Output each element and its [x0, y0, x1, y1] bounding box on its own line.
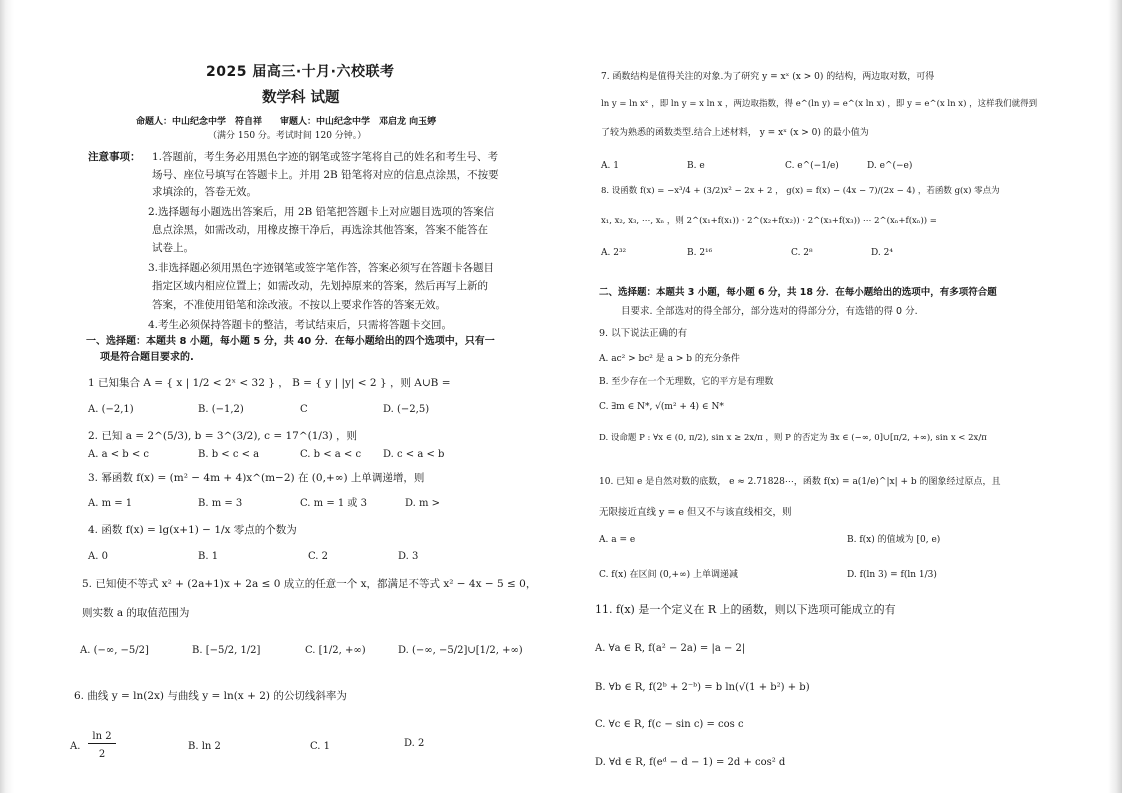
q3-option-d: D. m >	[405, 498, 441, 509]
q2-option-d: D. c < a < b	[383, 449, 445, 460]
q4-option-c: C. 2	[308, 551, 329, 562]
q7-line-1: 7. 函数结构是值得关注的对象.为了研究 y = xˣ (x > 0) 的结构，两边取对数，可得	[601, 72, 935, 82]
note-1c: 求填涂的，答卷无效。	[152, 186, 257, 198]
q6-option-b: B. ln 2	[188, 741, 221, 752]
q8-option-a: A. 2³²	[601, 248, 627, 258]
q5-option-a: A. (−∞, −5/2]	[80, 645, 149, 656]
q6-option-a-denominator: 2	[98, 749, 106, 760]
q6-option-a-prefix: A.	[70, 741, 81, 752]
q1-option-d: D. (−2,5)	[383, 404, 430, 415]
q9-stem: 9. 以下说法正确的有	[599, 328, 688, 339]
q2-option-b: B. b < c < a	[198, 449, 260, 460]
notes-label: 注意事项：	[88, 151, 141, 163]
q6-option-d: D. 2	[404, 738, 425, 749]
section2-line1: 二、选择题：本题共 3 小题，每小题 6 分，共 18 分．在每小题给出的选项中，有多项符合题	[599, 287, 997, 298]
q10-option-b: B. f(x) 的值域为 [0, e)	[847, 535, 941, 545]
note-2c: 试卷上。	[152, 242, 194, 254]
q1-option-a: A. (−2,1)	[88, 404, 134, 415]
q11-stem: 11. f(x) 是一个定义在 R 上的函数，则以下选项可能成立的有	[595, 603, 896, 616]
q1-option-c: C	[300, 404, 308, 415]
q9-option-b: B. 至少存在一个无理数，它的平方是有理数	[599, 377, 774, 387]
exam-subject: 数学科 试题	[262, 90, 340, 106]
q5-option-c: C. [1/2, +∞)	[305, 645, 366, 656]
note-1b: 场号、座位号填写在答题卡上。并用 2B 铅笔将对应的信息点涂黑，不按要	[152, 169, 499, 181]
q10-option-a: A. a = e	[599, 535, 636, 545]
q4-option-a: A. 0	[88, 551, 108, 562]
q8-line-1: 8. 设函数 f(x) = −x³/4 + (3/2)x² − 2x + 2 ， g(x) = f(x) − (4x − 7)/(2x − 4) ，若函数 g(x) 零点为	[601, 186, 1000, 196]
q10-option-d: D. f(ln 3) = f(ln 1/3)	[847, 570, 937, 580]
q2-option-c: C. b < a < c	[300, 449, 362, 460]
q3-option-a: A. m = 1	[88, 498, 133, 509]
q2-stem: 2. 已知 a = 2^(5/3), b = 3^(3/2), c = 17^(1/3) ，则	[88, 430, 358, 442]
q5-option-b: B. [−5/2, 1/2]	[192, 645, 261, 656]
q8-line-2: x₁, x₂, x₃, ⋯, xₙ ，则 2^(x₁+f(x₁)) · 2^(x₂+f(x₂)) · 2^(x₃+f(x₃)) ⋯ 2^(xₙ+f(xₙ)) =	[601, 216, 937, 226]
note-1a: 1.答题前，考生务必用黑色字迹的钢笔或签字笔将自己的姓名和考生号、考	[152, 151, 499, 163]
section2-line2: 目要求. 全部选对的得全部分，部分选对的得部分分，有选错的得 0 分.	[621, 306, 918, 317]
q11-option-a: A. ∀a ∈ R, f(a² − 2a) = |a − 2|	[595, 643, 746, 654]
q1-option-b: B. (−1,2)	[198, 404, 244, 415]
note-2a: 2.选择题每小题选出答案后，用 2B 铅笔把答题卡上对应题目选项的答案信	[148, 206, 495, 218]
q11-option-b: B. ∀b ∈ R, f(2ᵇ + 2⁻ᵇ) = b ln(√(1 + b²) + b)	[595, 682, 810, 693]
section1-line1: 一、选择题：本题共 8 小题，每小题 5 分，共 40 分．在每小题给出的四个选项中，只有一	[86, 336, 495, 347]
q3-option-b: B. m = 3	[198, 498, 243, 509]
q3-option-c: C. m = 1 或 3	[300, 498, 367, 509]
q11-option-c: C. ∀c ∈ R, f(c − sin c) = cos c	[595, 719, 744, 730]
q8-option-c: C. 2⁸	[791, 248, 813, 258]
note-4: 4.考生必须保持答题卡的整洁，考试结束后，只需将答题卡交回。	[148, 319, 453, 331]
q5-stem-1: 5. 已知使不等式 x² + (2a+1)x + 2a ≤ 0 成立的任意一个 x，都满足不等式 x² − 4x − 5 ≤ 0，	[82, 578, 537, 590]
q4-option-d: D. 3	[398, 551, 419, 562]
q4-option-b: B. 1	[198, 551, 219, 562]
q7-option-b: B. e	[687, 161, 705, 171]
section1-line2: 项是符合题目要求的.	[100, 352, 194, 363]
q4-stem: 4. 函数 f(x) = lg(x+1) − 1/x 零点的个数为	[88, 524, 297, 536]
q9-option-d: D. 设命题 P : ∀x ∈ (0, π/2), sin x ≥ 2x/π ，则 P 的否定为 ∃x ∈ (−∞, 0]∪[π/2, +∞), sin x < 2x/π	[599, 433, 987, 443]
q6-stem: 6. 曲线 y = ln(2x) 与曲线 y = ln(x + 2) 的公切线斜率为	[74, 690, 347, 702]
q5-option-d: D. (−∞, −5/2]∪[1/2, +∞)	[398, 645, 523, 656]
exam-title: 2025 届高三·十月·六校联考	[206, 64, 395, 80]
q10-option-c: C. f(x) 在区间 (0,+∞) 上单调递减	[599, 570, 738, 580]
q6-option-c: C. 1	[310, 741, 331, 752]
note-3a: 3.非选择题必须用黑色字迹钢笔或签字笔作答，答案必须写在答题卡各题目	[148, 262, 495, 274]
right-column	[561, 0, 1122, 793]
q6-option-a-numerator: ln 2	[88, 731, 116, 744]
note-3b: 指定区域内相应位置上；如需改动，先划掉原来的答案，然后再写上新的	[152, 280, 488, 292]
q7-option-d: D. e^(−e)	[867, 161, 913, 171]
q9-option-c: C. ∃m ∈ N*, √(m² + 4) ∈ N*	[599, 402, 724, 412]
score-time-line: （满分 150 分。考试时间 120 分钟。）	[208, 131, 367, 141]
q11-option-d: D. ∀d ∈ R, f(eᵈ − d − 1) = 2d + cos² d	[595, 757, 786, 768]
q9-option-a: A. ac² > bc² 是 a > b 的充分条件	[599, 354, 740, 364]
note-3c: 答案，不准使用铅笔和涂改液。不按以上要求作答的答案无效。	[152, 299, 446, 311]
q8-option-d: D. 2⁴	[871, 248, 893, 258]
q10-line-1: 10. 已知 e 是自然对数的底数， e ≈ 2.71828⋯，函数 f(x) = a(1/e)^|x| + b 的图象经过原点，且	[599, 477, 1001, 487]
q7-option-c: C. e^(−1/e)	[785, 161, 839, 171]
q8-option-b: B. 2¹⁶	[687, 248, 713, 258]
q5-stem-2: 则实数 a 的取值范围为	[82, 607, 190, 619]
q7-option-a: A. 1	[601, 161, 619, 171]
authors-line: 命题人：中山纪念中学 符自祥 审题人：中山纪念中学 邓启龙 向玉婷	[136, 117, 437, 127]
q3-stem: 3. 幂函数 f(x) = (m² − 4m + 4)x^(m−2) 在 (0,+∞) 上单调递增，则	[88, 472, 425, 484]
note-2b: 息点涂黑，如需改动，用橡皮擦干净后，再选涂其他答案，答案不能答在	[152, 224, 488, 236]
q10-line-2: 无限接近直线 y = e 但又不与该直线相交，则	[599, 507, 792, 518]
q7-line-3: 了较为熟悉的函数类型.结合上述材料， y = xˣ (x > 0) 的最小值为	[601, 128, 869, 138]
q2-option-a: A. a < b < c	[88, 449, 150, 460]
q1-stem: 1 已知集合 A = { x | 1/2 < 2ˣ < 32 } ， B = { y | |y| < 2 } ，则 A∪B =	[88, 377, 451, 389]
q7-line-2: ln y = ln xˣ ，即 ln y = x ln x ，两边取指数，得 e^(ln y) = e^(x ln x) ，即 y = e^(x ln x) ，这样我们就得到	[601, 99, 1038, 109]
